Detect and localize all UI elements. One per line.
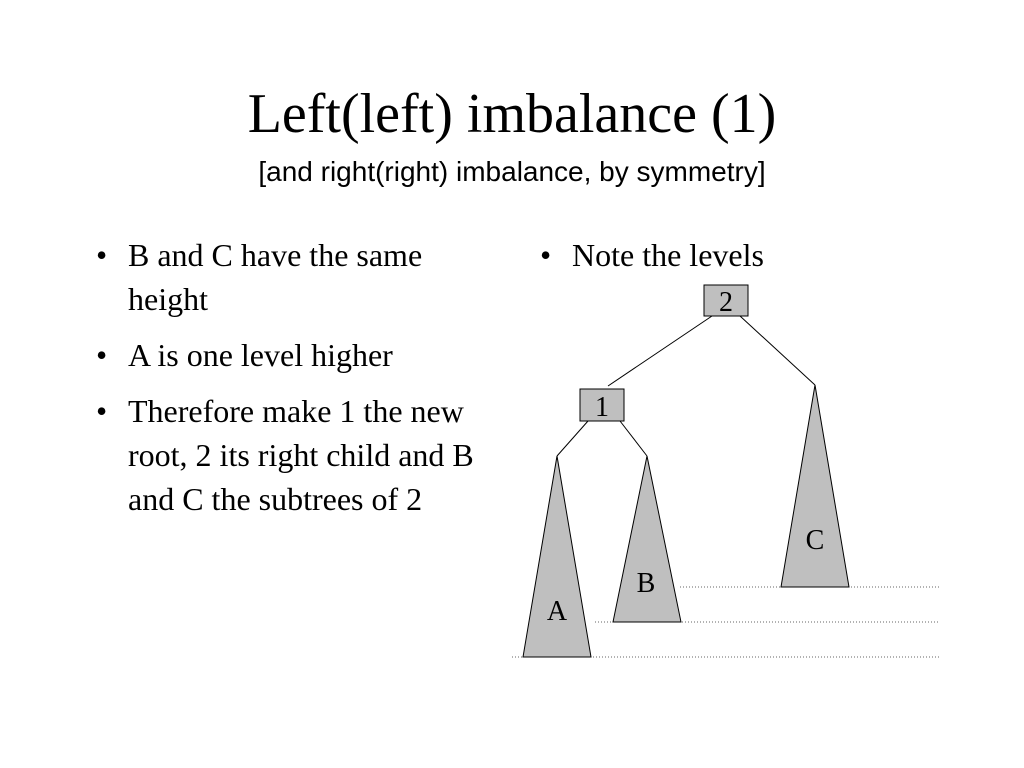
bullet-new-root: • Therefore make 1 the new root, 2 its right child and B and C the subtrees of 2 <box>88 389 488 521</box>
edge-2-to-c <box>740 316 815 385</box>
edge-2-to-1 <box>608 316 712 386</box>
bullet-note-levels: • Note the levels <box>532 233 932 277</box>
edge-1-to-a <box>557 421 588 456</box>
page-subtitle: [and right(right) imbalance, by symmetry] <box>258 156 766 187</box>
node-1-label: 1 <box>595 392 609 423</box>
subtree-c-triangle <box>781 385 849 587</box>
edge-1-to-b <box>620 421 647 456</box>
bullet-a-higher: • A is one level higher <box>88 333 488 377</box>
subtree-b-label: B <box>636 568 656 599</box>
subtree-c-label: C <box>805 525 825 556</box>
bullet-same-height: • B and C have the same height <box>88 233 488 321</box>
subtree-a-label: A <box>546 596 568 627</box>
node-2-label: 2 <box>719 287 733 318</box>
page-title: Left(left) imbalance (1) <box>247 83 777 145</box>
